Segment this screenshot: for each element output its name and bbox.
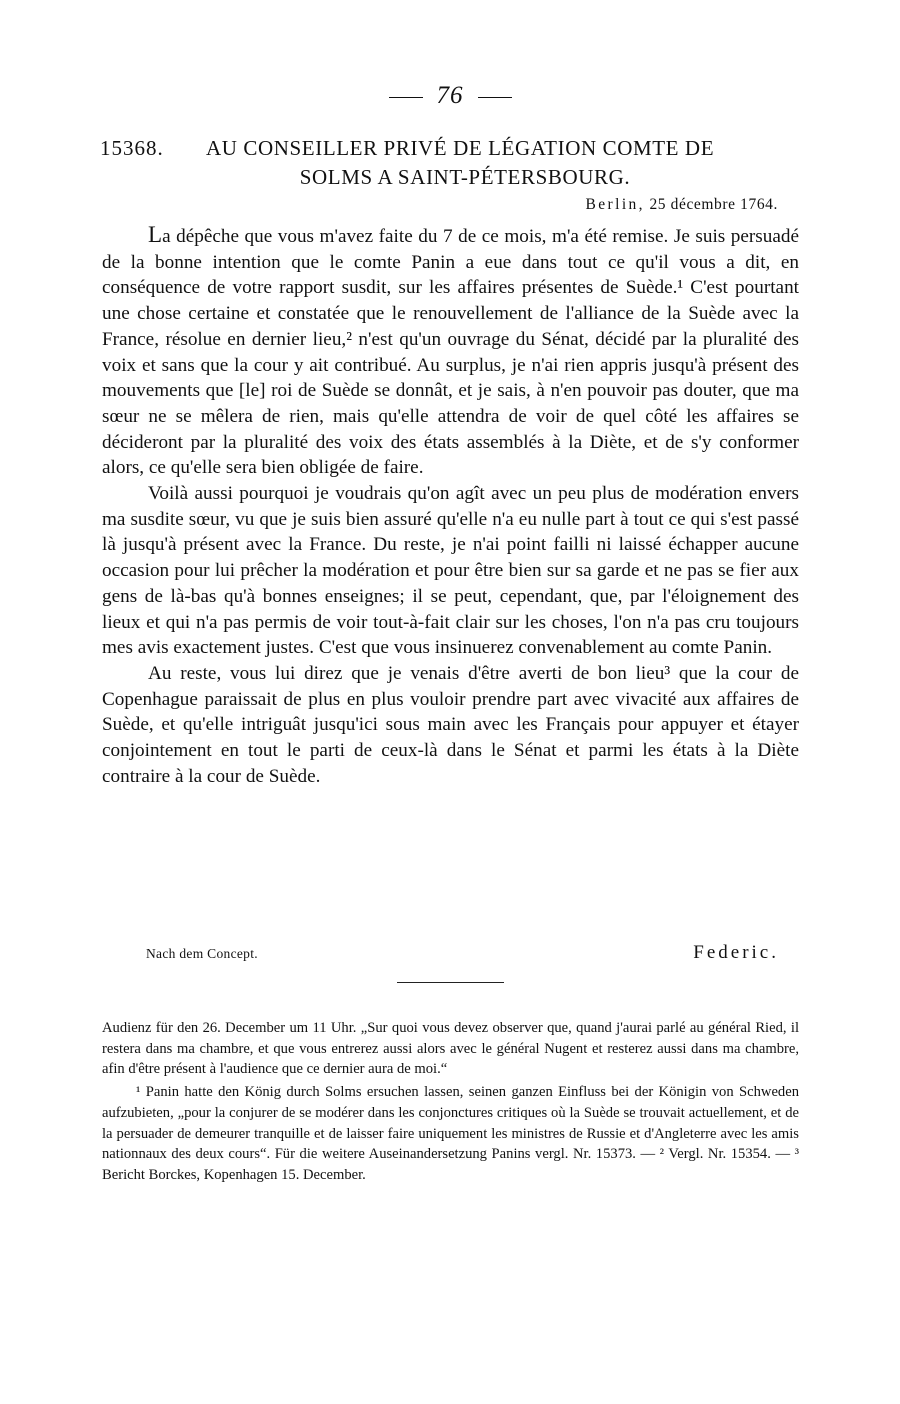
page-number-text: 76 — [436, 82, 464, 109]
paragraph-1-initial: L — [148, 222, 163, 247]
document-number: 15368. — [100, 136, 164, 160]
page-number — [0, 82, 900, 110]
document-heading — [100, 134, 800, 192]
date-place: Berlin, — [585, 196, 645, 213]
dateline — [586, 196, 778, 214]
paragraph-1 — [102, 222, 799, 481]
footnotes — [102, 1018, 799, 1188]
paragraph-3-text: Au reste, vous lui direz que je venais d'être averti de bon lieu³ que la cour de Copenhague paraissait de plus en plus vouloir prendre part avec vivacité aux affaires de Suède, et qu'elle intriguât jusqu'ici sous main avec les Français pour appuyer et étayer conjointement en tout le parti de ceux-là dans le Sénat et parmi les états à la Diète contraire à la cour de Suède. — [102, 662, 799, 787]
signature-line — [146, 942, 779, 964]
document-title-line-1: AU CONSEILLER PRIVÉ DE LÉGATION COMTE DE — [206, 136, 715, 160]
paragraph-2 — [102, 481, 799, 661]
letter-body — [102, 222, 799, 789]
page-number-dash-right — [478, 97, 512, 98]
paragraph-3 — [102, 661, 799, 790]
footnote-divider — [397, 982, 504, 983]
footnote-numbered: ¹ Panin hatte den König durch Solms ersuchen lassen, seinen ganzen Einfluss bei der Königin von Schweden aufzubieten, „pour la conjurer de se modérer dans les conjonctures critiques où la Suède se trouvait actuellement, et de la persuader de demeurer tranquille et de laisser faire uniquement les ministres de Russie et d'Angleterre avec les amis nationnaux des deux cours“. Für die weitere Auseinandersetzung Panins vergl. Nr. 15373. — ² Vergl. Nr. 15354. — ³ Bericht Borckes, Kopenhagen 15. December. — [102, 1084, 799, 1183]
document-title-line-2: SOLMS A SAINT-PÉTERSBOURG. — [299, 165, 631, 189]
page-number-dash-left — [389, 97, 423, 98]
paragraph-2-text: Voilà aussi pourquoi je voudrais qu'on agît avec un peu plus de modération envers ma susdite sœur, vu que je suis bien assuré qu'elle n'a eu nulle part à tout ce qui s'est passé là jusqu'à présent avec la France. Du reste, je n'ai point failli ni laissé échapper aucune occasion pour lui prêcher la modération et pour être bien sur sa garde et ne pas se fier aux gens de là-bas qu'à bonnes enseignes; il se peut, cependant, que, par l'éloignement des lieux et qui n'a pas permis de voir tout-à-fait clair sur les choses, l'on n'a pas cru toujours mes avis exactement justes. C'est que vous insinuerez convenablement au comte Panin. — [102, 483, 799, 659]
signature: Federic. — [693, 942, 779, 963]
date-text: 25 décembre 1764. — [649, 196, 778, 213]
paragraph-1-text: a dépêche que vous m'avez faite du 7 de ce mois, m'a été remise. Je suis persuadé de la bonne intention que le comte Panin a eue dans tout ce qu'il vous a dit, en conséquence de votre rapport susdit, sur les affaires présentes de Suède.¹ C'est pourtant une chose certaine et constatée que le renouvellement de l'alliance de la Suède avec la France, résolue en dernier lieu,² n'est qu'un ouvrage du Sénat, décidé par la pluralité des voix et sans que la cour y ait contribué. Au surplus, je n'ai rien appris jusqu'à présent des mouvements que [le] roi de Suède se donnât, et je sais, à n'en pouvoir pas douter, que ma sœur ne se mêlera de rien, mais qu'elle attendra de voir de quel côté les affaires se décideront par la pluralité des voix des états assemblés à la Diète, et de s'y conformer alors, ce qu'elle sera bien obligée de faire. — [102, 226, 799, 479]
footnote-audience: Audienz für den 26. December um 11 Uhr. „Sur quoi vous devez observer que, quand j'aurai parlé au général Ried, il restera dans ma chambre, et que vous entrerez aussi alors avec le général Nugent et resterez aussi dans ma chambre, afin d'être présent à l'audience que ce dernier aura de moi.“ — [102, 1020, 799, 1078]
heading-line-1 — [100, 134, 800, 163]
source-note: Nach dem Concept. — [146, 946, 258, 961]
